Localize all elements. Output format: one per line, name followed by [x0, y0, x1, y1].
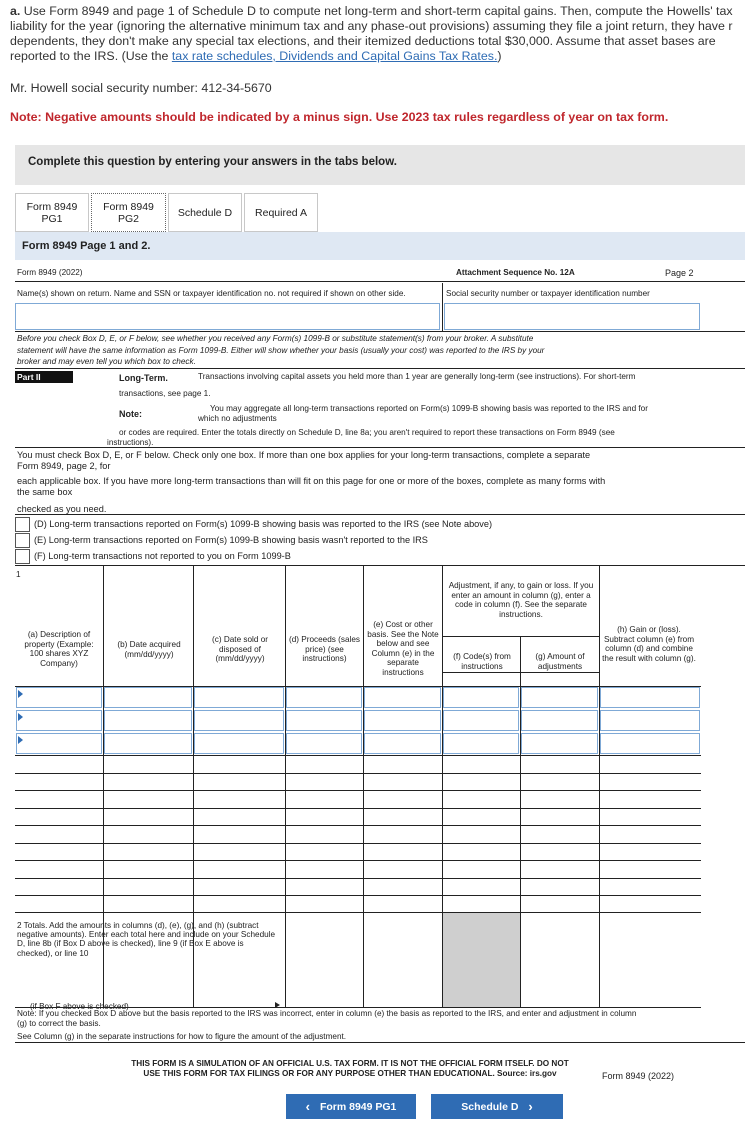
question-line-1: Use Form 8949 and page 1 of Schedule D to compute net long-term and short-term capital gains. Then, compute the Howells' tax	[20, 4, 733, 18]
cell-input[interactable]	[364, 733, 441, 754]
note-label: Note:	[119, 409, 142, 419]
cell-input[interactable]	[104, 733, 192, 754]
cell-input[interactable]	[600, 710, 700, 731]
adjustment-header: Adjustment, if any, to gain or loss. If you enter an amount in column (g), enter a code in column (f). See the separate instructions.	[448, 581, 594, 619]
line-1-number: 1	[16, 570, 21, 579]
cell-input[interactable]	[194, 687, 284, 708]
bottom-note: Note: If you checked Box D above but the basis reported to the IRS was incorrect, enter in column (e) the basis as reported to the IRS, and enter and adjustment in column (g) to correct the basis.	[17, 1009, 637, 1028]
cell-input[interactable]	[286, 710, 362, 731]
box-f-checkbox[interactable]	[15, 549, 30, 564]
col-g-header: (g) Amount of adjustments	[535, 652, 585, 671]
cell-input[interactable]	[600, 687, 700, 708]
tab-required-a[interactable]: Required A	[244, 193, 318, 232]
cell-input[interactable]	[600, 733, 700, 754]
cell-input[interactable]	[194, 733, 284, 754]
totals-label: 2 Totals. Add the amounts in columns (d), (e), (g), and (h) (subtract negative amounts). Enter each total here and include on your Schedule D, line 8b (if Box D above is checked), line 9 (if Box E above is checked), or line 10	[17, 921, 276, 958]
must-check-text: You must check Box D, E, or F below. Check only one box. If more than one box applies for your long-term transactions, complete a separate Form 8949, page 2, for	[17, 450, 591, 471]
box-e-checkbox[interactable]	[15, 533, 30, 548]
row-line	[15, 790, 701, 791]
chevron-left-icon: ‹	[305, 1099, 310, 1114]
divider	[15, 331, 745, 332]
question-text: a. Use Form 8949 and page 1 of Schedule D to compute net long-term and short-term capital gains. Then, compute the Howells' tax liability for the year (ignoring the alternative minimum tax and any phase-out provisions) assuming they file a joint return, they have r dependents, they don't make any special tax elections, and their itemized deductions total $30,000. Assume that asset bases are reported to the IRS. (Use the tax rate schedules, Dividends and Capital Gains Tax Rates.)	[10, 4, 745, 64]
before-check-text: Before you check Box D, E, or F below, see whether you received any Form(s) 1099-B or substitute statement(s) from your broker. A substitute statement will have the same information as Form 1099-B. Either will show whether your basis (usually your cost) was reported to the IRS by your broker and may even tell you which box to check.	[17, 334, 545, 366]
divider	[15, 565, 745, 566]
row-line	[15, 878, 701, 879]
attachment-seq: Attachment Sequence No. 12A	[456, 268, 575, 277]
see-column-note: See Column (g) in the separate instructions for how to figure the amount of the adjustment.	[17, 1032, 347, 1041]
box-e-label: (E) Long-term transactions reported on Form(s) 1099-B showing basis wasn't reported to the IRS	[34, 535, 428, 545]
shaded-cell	[443, 913, 520, 1007]
cell-input[interactable]	[521, 687, 598, 708]
question-line-3: dependents, they don't make any special tax elections, and their itemized deductions total $30,000. Assume that asset bases are	[10, 34, 716, 48]
cell-input[interactable]	[16, 710, 102, 731]
col-line	[285, 565, 286, 1007]
tab-schedule-d[interactable]: Schedule D	[168, 193, 242, 232]
row-arrow-icon	[18, 690, 23, 698]
row-arrow-icon	[18, 713, 23, 721]
name-input[interactable]	[15, 303, 440, 330]
divider	[442, 636, 599, 637]
question-line-2: liability for the year (ignoring the alternative minimum tax and any phase-out provisions) assuming they file a joint return, they have r	[10, 19, 733, 33]
cell-input[interactable]	[104, 710, 192, 731]
row-line	[15, 860, 701, 861]
divider	[15, 447, 745, 448]
question-line-4: reported to the IRS. (Use the	[10, 49, 172, 63]
row-line	[15, 773, 701, 774]
col-line	[363, 565, 364, 1007]
divider	[442, 672, 599, 673]
cell-input[interactable]	[364, 687, 441, 708]
page-label: Page 2	[665, 268, 694, 278]
cell-input[interactable]	[286, 733, 362, 754]
tab-form-8949-pg1[interactable]: Form 8949 PG1	[15, 193, 89, 232]
ssn-label: Social security number or taxpayer identification number	[446, 289, 650, 298]
note-desc-3: or codes are required. Enter the totals directly on Schedule D, line 8a; you aren't required to report these transactions on Form 8949 (see	[119, 428, 615, 437]
ssn-input[interactable]	[444, 303, 700, 330]
row-line	[15, 808, 701, 809]
cell-input[interactable]	[443, 733, 519, 754]
col-line	[599, 565, 600, 1007]
cell-input[interactable]	[104, 687, 192, 708]
long-term-desc-2: transactions, see page 1.	[119, 389, 211, 398]
cell-input[interactable]	[443, 710, 519, 731]
divider	[15, 1007, 701, 1008]
row-line	[15, 755, 701, 756]
note-desc-4: instructions).	[107, 438, 154, 447]
col-b-header: (b) Date acquired (mm/dd/yyyy)	[117, 640, 181, 659]
part-ii-label: Part II	[15, 371, 73, 383]
panel-instruction: Complete this question by entering your answers in the tabs below.	[28, 156, 397, 168]
col-h-header: (h) Gain or (loss). Subtract column (e) from column (d) and combine the result with column (g).	[602, 625, 696, 663]
col-d-header: (d) Proceeds (sales price) (see instructions)	[289, 635, 360, 664]
long-term-desc: Transactions involving capital assets you held more than 1 year are generally long-term (see instructions). For short-term	[198, 372, 636, 381]
cell-input[interactable]	[443, 687, 519, 708]
row-line	[15, 895, 701, 896]
cell-input[interactable]	[16, 687, 102, 708]
form-year: Form 8949 (2022)	[17, 268, 83, 277]
next-button[interactable]: Schedule D ›	[431, 1094, 563, 1119]
note-desc-1: You may aggregate all long-term transactions reported on Form(s) 1099-B showing basis was reported to the IRS and for	[210, 404, 648, 413]
divider	[15, 1042, 745, 1043]
box-d-label: (D) Long-term transactions reported on Form(s) 1099-B showing basis was reported to the IRS (see Note above)	[34, 519, 493, 529]
simulation-disclaimer: THIS FORM IS A SIMULATION OF AN OFFICIAL U.S. TAX FORM. IT IS NOT THE OFFICIAL FORM ITSELF. DO NOT USE THIS FORM FOR TAX FILINGS OR FOR ANY PURPOSE OTHER THAN EDUCATIONAL. Source: irs.gov	[131, 1059, 569, 1078]
names-label: Name(s) shown on return. Name and SSN or taxpayer identification no. not required if shown on other side.	[17, 289, 406, 298]
divider	[15, 514, 745, 515]
cell-input[interactable]	[194, 710, 284, 731]
col-c-header: (c) Date sold or disposed of (mm/dd/yyyy)	[212, 635, 268, 664]
must-check-text-2: each applicable box. If you have more long-term transactions than will fit on this page for one or more of the boxes, complete as many forms with the same box	[17, 476, 606, 497]
divider	[15, 281, 745, 282]
row-line	[15, 825, 701, 826]
divider	[442, 283, 443, 331]
long-term-label: Long-Term.	[119, 373, 168, 383]
col-a-header: (a) Description of property (Example: 100 shares XYZ Company)	[24, 630, 94, 668]
tax-rate-link[interactable]: tax rate schedules, Dividends and Capital Gains Tax Rates.	[171, 49, 498, 63]
prev-button[interactable]: ‹ Form 8949 PG1	[286, 1094, 416, 1119]
cell-input[interactable]	[286, 687, 362, 708]
ssn-text: Mr. Howell social security number: 412-34-5670	[10, 81, 272, 95]
box-f-label: (F) Long-term transactions not reported to you on Form 1099-B	[34, 551, 291, 561]
divider	[15, 368, 745, 369]
note-desc-2: which no adjustments	[198, 414, 277, 423]
row-line	[15, 843, 701, 844]
chevron-right-icon: ›	[528, 1099, 533, 1114]
form-subpanel-title: Form 8949 Page 1 and 2.	[22, 240, 151, 252]
col-e-header: (e) Cost or other basis. See the Note below and see Column (e) in the separate instructions	[367, 620, 439, 677]
negative-note: Note: Negative amounts should be indicated by a minus sign. Use 2023 tax rules regardless of year on tax form.	[10, 110, 669, 124]
col-f-header: (f) Code(s) from instructions	[453, 652, 511, 671]
question-prefix: a.	[10, 4, 21, 18]
tab-form-8949-pg2[interactable]: Form 8949 PG2	[91, 193, 166, 232]
row-arrow-icon	[18, 736, 23, 744]
cell-input[interactable]	[16, 733, 102, 754]
cell-input[interactable]	[521, 733, 598, 754]
cell-input[interactable]	[521, 710, 598, 731]
box-d-checkbox[interactable]	[15, 517, 30, 532]
must-check-text-3: checked as you need.	[17, 504, 107, 514]
form-footer: Form 8949 (2022)	[602, 1071, 675, 1081]
cell-input[interactable]	[364, 710, 441, 731]
divider	[15, 912, 701, 913]
